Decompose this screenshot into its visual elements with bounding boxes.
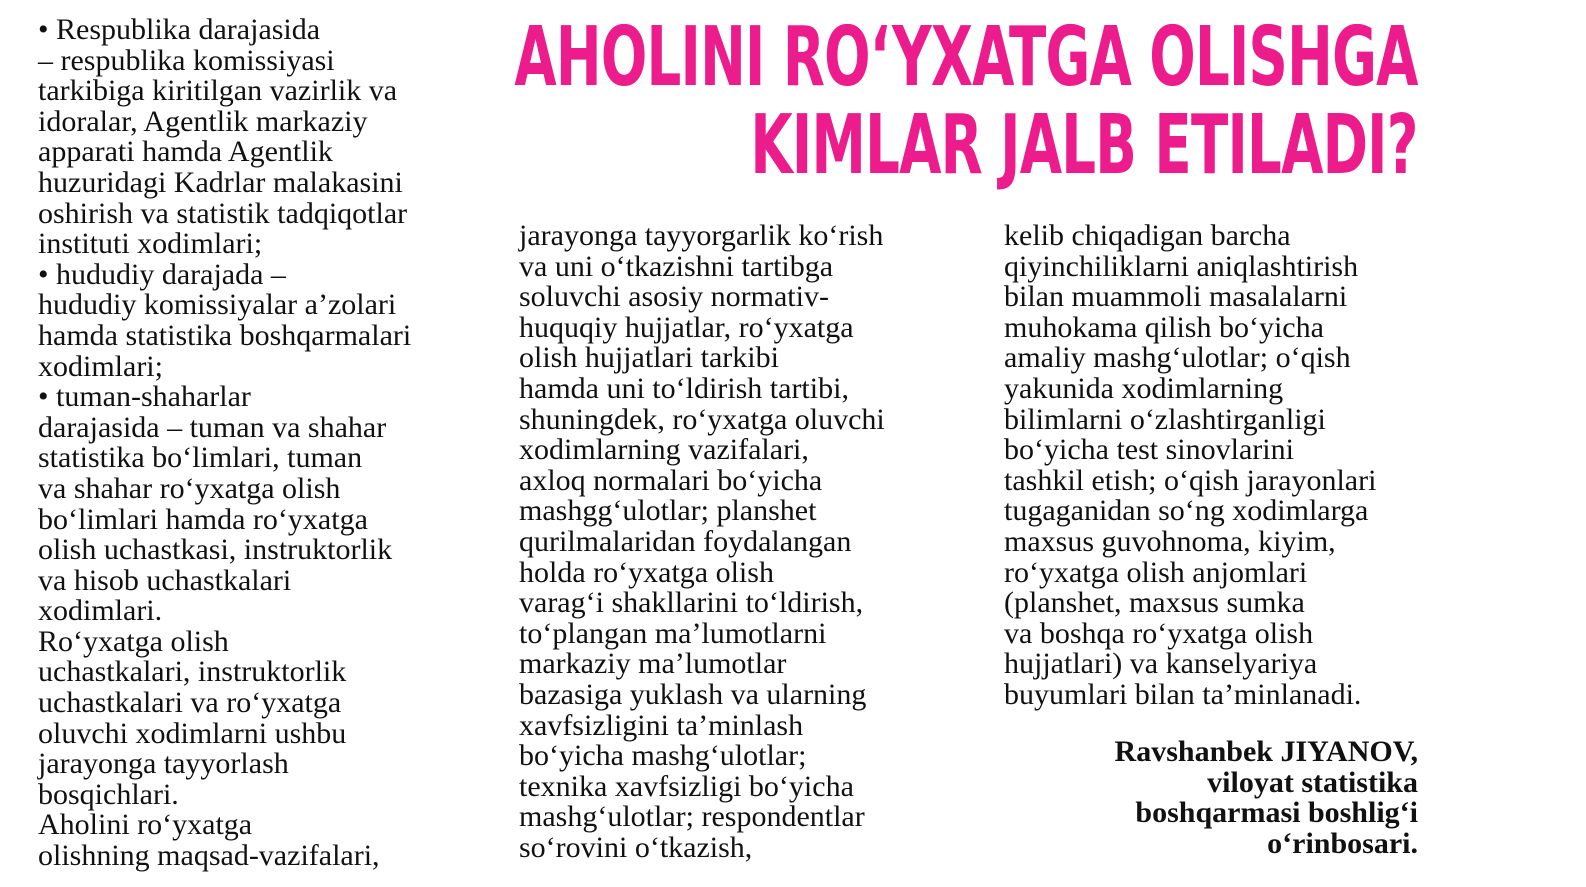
text-line: bilan muammoli masalalarni [1004,280,1348,314]
text-line: so‘rovini o‘tkazish, [519,830,753,864]
text-line: xodimlari; [38,349,163,383]
text-line: muhokama qilish bo‘yicha [1004,310,1324,344]
text-line: statistika bo‘limlari, tuman [38,441,363,475]
text-line: Ro‘yxatga olish [38,624,229,658]
text-line: uchastkalari, instruktorlik [38,655,347,689]
text-line: soluvchi asosiy normativ- [519,280,829,314]
text-line: xavfsizligini ta’minlash [519,708,804,742]
text-line: xodimlarning vazifalari, [519,433,809,467]
headline-line-1: AHOLINI RO‘YXATGA OLISHGA [514,10,1418,105]
text-line: tarkibiga kiritilgan vazirlik va [38,74,398,108]
text-line: tugaganidan so‘ng xodimlarga [1004,494,1369,528]
text-line: axloq normalari bo‘yicha [519,463,823,497]
text-line: texnika xavfsizligi bo‘yicha [519,769,854,803]
text-line: idoralar, Agentlik markaziy [38,104,368,138]
text-line: kelib chiqadigan barcha [1004,219,1291,252]
text-line: – respublika komissiyasi [38,43,335,77]
text-line: hamda uni to‘ldirish tartibi, [519,371,849,405]
text-line: qurilmalaridan foydalangan [519,524,852,558]
text-line: • tuman-shaharlar [38,380,251,414]
text-line: holda ro‘yxatga olish [519,555,774,589]
text-line: va shahar ro‘yxatga olish [38,471,341,505]
author-title-line: viloyat statistika [1207,765,1418,799]
text-line: tashkil etish; o‘qish jarayonlari [1004,463,1377,497]
author-title-line: o‘rinbosari. [1267,826,1418,860]
text-line: markaziy ma’lumotlar [519,647,787,681]
text-line: to‘plangan ma’lumotlarni [519,616,827,650]
article-column-3 [1004,221,1376,711]
text-line: apparati hamda Agentlik [38,135,333,169]
text-line: oshirish va statistik tadqiqotlar [38,196,408,230]
text-line: hamda statistika boshqarmalari [38,318,412,352]
text-line: va hisob uchastkalari [38,563,292,597]
text-line: yakunida xodimlarning [1004,371,1284,405]
text-line: Aholini ro‘yxatga [38,808,253,842]
text-line: bazasiga yuklash va ularning [519,677,867,711]
article-column-2 [519,221,885,863]
text-line: jarayonga tayyorgarlik ko‘rish [519,219,884,252]
text-line: huzuridagi Kadrlar malakasini [38,165,403,199]
text-line: mashgg‘ulotlar; planshet [519,494,817,528]
text-line: uchastkalari va ro‘yxatga [38,686,342,720]
article-column-1 [38,15,411,872]
text-line: varag‘i shakllarini to‘ldirish, [519,586,864,620]
headline-line-2: KIMLAR JALB ETILADI? [750,98,1418,193]
text-line: oluvchi xodimlarni ushbu [38,716,347,750]
text-line: buyumlari bilan ta’minlanadi. [1004,677,1362,711]
text-line: hududiy komissiyalar a’zolari [38,288,397,322]
text-line: shuningdek, ro‘yxatga oluvchi [519,402,885,436]
text-line: bo‘yicha mashg‘ulotlar; [519,739,807,773]
text-line: instituti xodimlari; [38,227,263,261]
text-line: va boshqa ro‘yxatga olish [1004,616,1314,650]
text-line: bo‘yicha test sinovlarini [1004,433,1294,467]
author-title-line: boshqarmasi boshlig‘i [1135,796,1418,830]
text-line: bilimlarni o‘zlashtirganligi [1004,402,1326,436]
text-line: huquqiy hujjatlar, ro‘yxatga [519,310,854,344]
text-line: qiyinchiliklarni aniqlashtirish [1004,249,1359,283]
text-line: olishning maqsad-vazifalari, [38,839,380,873]
text-line: amaliy mashg‘ulotlar; o‘qish [1004,341,1351,375]
text-line: bosqichlari. [38,777,179,811]
text-line: • Respublika darajasida [38,13,321,46]
text-line: hujjatlari) va kanselyariya [1004,647,1318,681]
author-name: Ravshanbek JIYANOV, [1114,735,1418,768]
text-line: (planshet, maxsus sumka [1004,586,1305,620]
text-line: darajasida – tuman va shahar [38,410,387,444]
headline [514,10,1418,193]
author-signature [1115,737,1418,859]
text-line: va uni o‘tkazishni tartibga [519,249,834,283]
text-line: bo‘limlari hamda ro‘yxatga [38,502,368,536]
text-line: mashg‘ulotlar; respondentlar [519,800,865,834]
text-line: maxsus guvohnoma, kiyim, [1004,524,1336,558]
text-line: xodimlari. [38,594,163,628]
text-line: ro‘yxatga olish anjomlari [1004,555,1308,589]
text-line: olish uchastkasi, instruktorlik [38,533,393,567]
text-line: jarayonga tayyorlash [38,747,289,781]
text-line: olish hujjatlari tarkibi [519,341,779,375]
text-line: • hududiy darajada – [38,257,286,291]
